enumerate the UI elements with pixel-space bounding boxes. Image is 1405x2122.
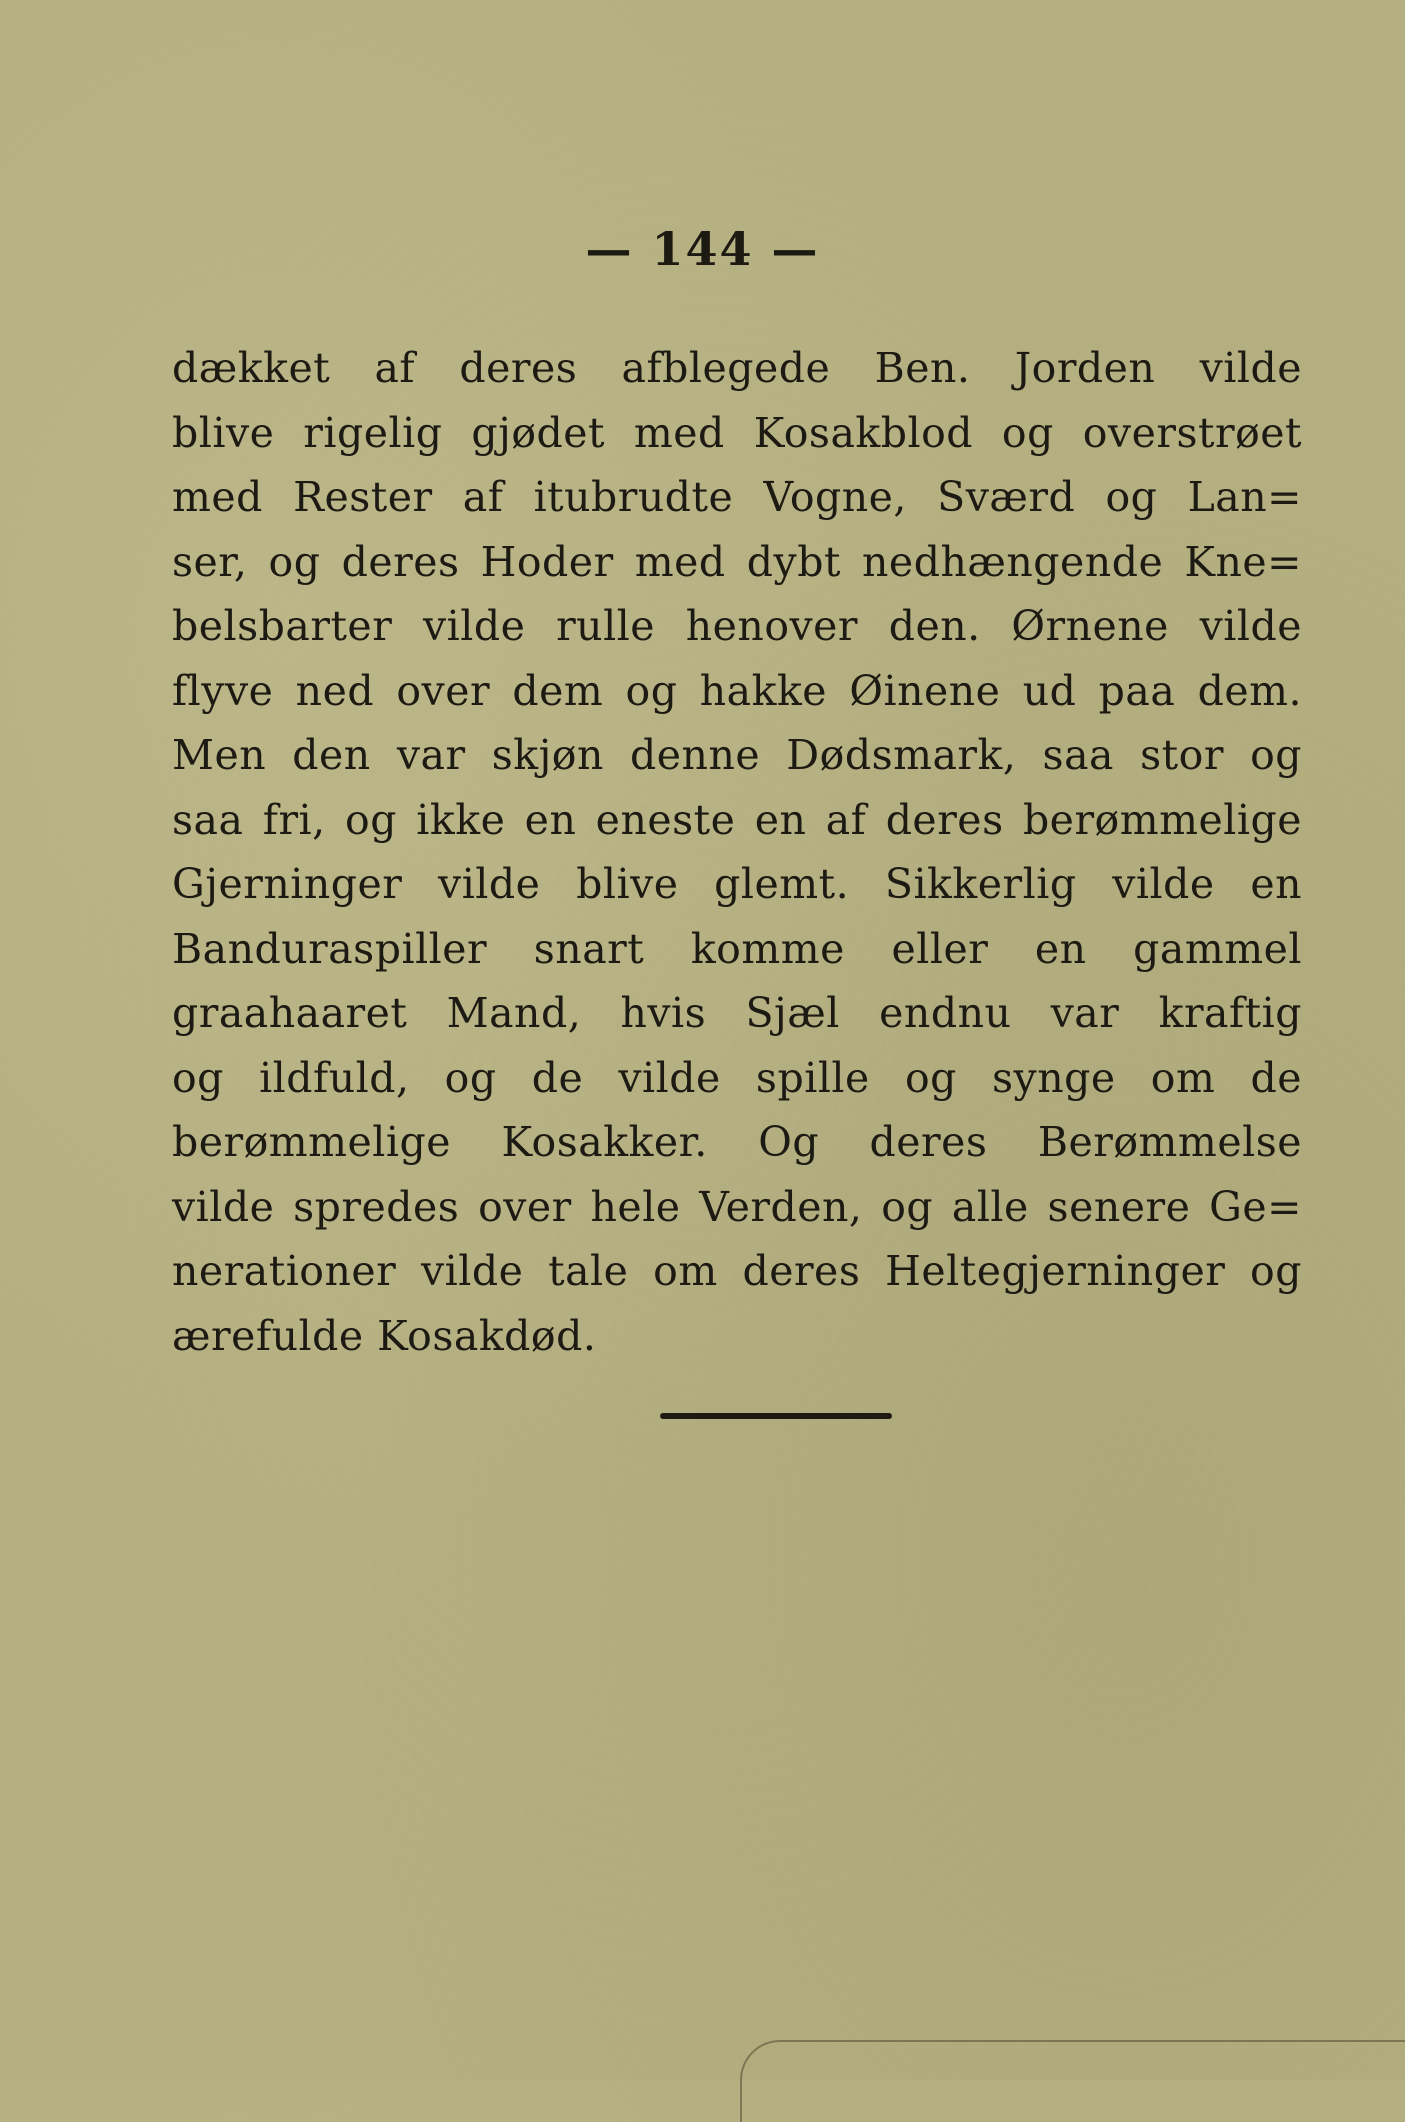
text-line: vilde spredes over hele Verden, og alle senere Ge=	[172, 1182, 1302, 1231]
text-line: berømmelige Kosakker. Og deres Berømmelse	[172, 1118, 1302, 1166]
text-line: Gjerninger vilde blive glemt. Sikkerlig vilde en	[172, 860, 1302, 908]
end-rule	[660, 1413, 892, 1419]
text-line: graahaaret Mand, hvis Sjæl endnu var kraftig	[172, 989, 1302, 1037]
text-line: blive rigelig gjødet med Kosakblod og overstrøet	[172, 408, 1302, 457]
page-number: — 144 —	[585, 222, 820, 276]
page-edge-curve	[740, 2040, 1405, 2122]
text-line: saa fri, og ikke en eneste en af deres berømmelige	[172, 795, 1302, 844]
text-line: ser, og deres Hoder med dybt nedhængende Kne=	[172, 537, 1302, 586]
text-line: flyve ned over dem og hakke Øinene ud paa dem.	[172, 666, 1302, 715]
text-line: nerationer vilde tale om deres Heltegjerninger og	[172, 1247, 1302, 1295]
text-line: Banduraspiller snart komme eller en gammel	[172, 924, 1302, 973]
text-line: Men den var skjøn denne Dødsmark, saa stor og	[172, 731, 1302, 779]
text-line-last: ærefulde Kosakdød.	[172, 1311, 597, 1360]
text-line: belsbarter vilde rulle henover den. Ørnene vilde	[172, 602, 1302, 650]
text-line: med Rester af itubrudte Vogne, Sværd og Lan=	[172, 473, 1302, 521]
text-line: og ildfuld, og de vilde spille og synge om de	[172, 1053, 1302, 1102]
body-text	[172, 336, 1302, 1368]
text-line: dækket af deres afblegede Ben. Jorden vilde	[172, 344, 1302, 392]
